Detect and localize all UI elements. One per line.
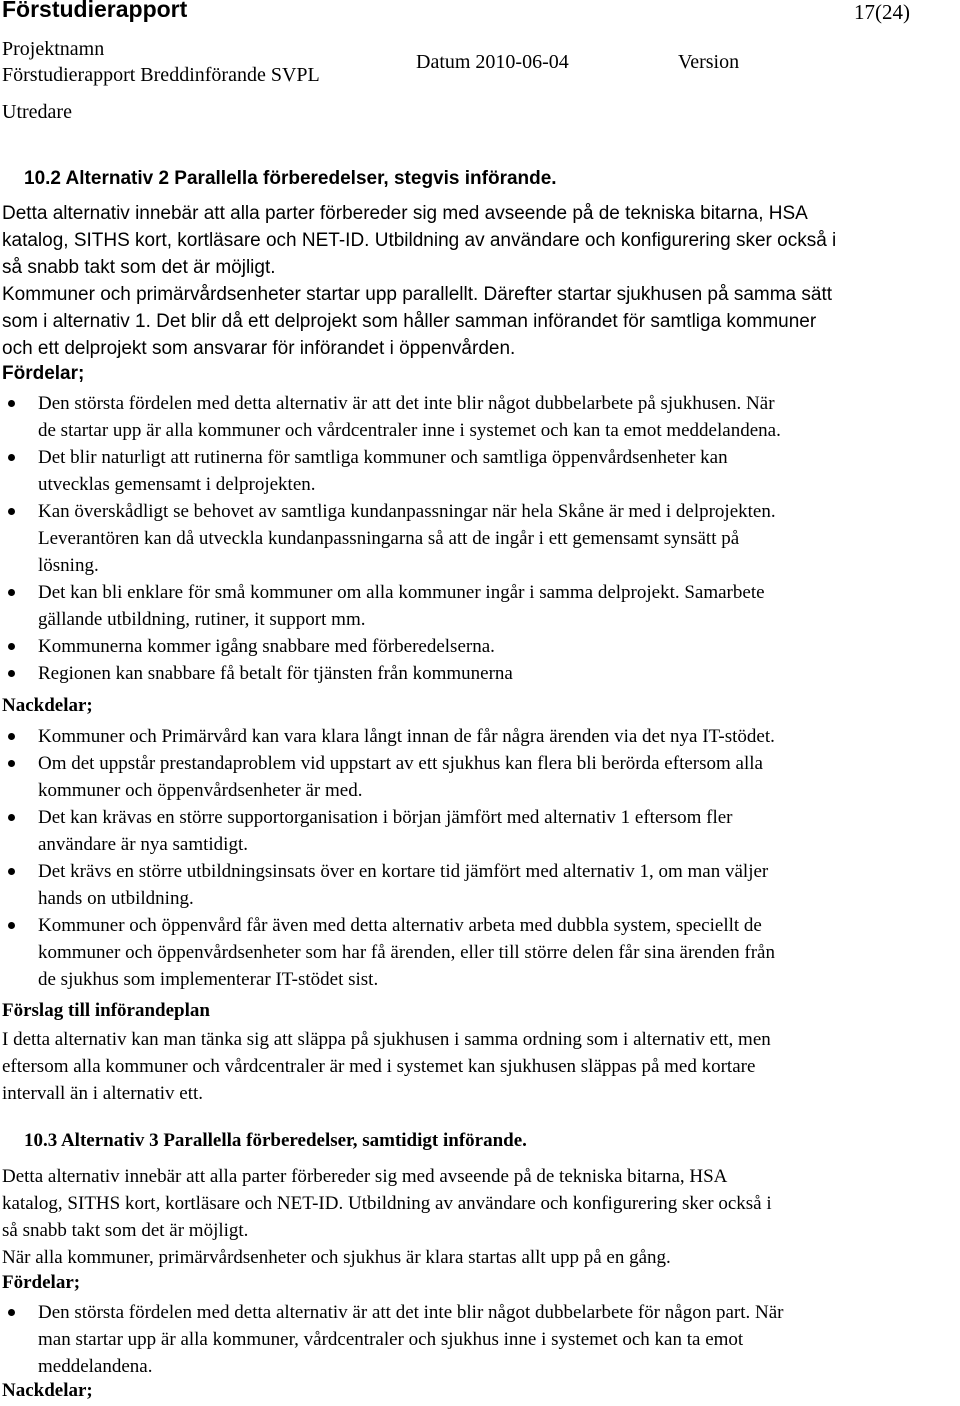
project-name: Förstudierapport Breddinförande SVPL <box>2 64 320 86</box>
section-heading-10-3: 10.3 Alternativ 3 Parallella förberedelser, samtidigt införande. <box>24 1130 527 1151</box>
advantages-label: Fördelar; <box>2 363 85 384</box>
list-item: Den största fördelen med detta alternativ är att det inte blir något dubbelarbete på sjukhusen. När de startar upp är alla kommuner och vårdcentraler inne i systemet och kan ta emot meddelandena. <box>0 390 960 444</box>
list-item: Det kan bli enklare för små kommuner om alla kommuner ingår i samma delprojekt. Samarbete gällande utbildning, rutiner, it support mm. <box>0 579 960 633</box>
text-line: Detta alternativ innebär att alla parter förbereder sig med avseende på de tekniska bitarna, HSA <box>2 203 808 224</box>
plan-label: Förslag till införandeplan <box>2 1000 210 1021</box>
text-line: så snabb takt som det är möjligt. <box>2 1220 249 1241</box>
text-line: katalog, SITHS kort, kortläsare och NET-ID. Utbildning av användare och konfigurering sker också i <box>2 1193 772 1214</box>
text-line: som i alternativ 1. Det blir då ett delprojekt som håller samman införandet för samtliga kommuner <box>2 311 817 332</box>
version-label: Version <box>678 51 740 73</box>
disadvantages-list <box>0 723 960 993</box>
text-line: katalog, SITHS kort, kortläsare och NET-ID. Utbildning av användare och konfigurering sker också i <box>2 230 837 251</box>
list-item: Regionen kan snabbare få betalt för tjänsten från kommunerna <box>0 660 960 687</box>
project-label: Projektnamn <box>2 38 105 60</box>
text-line: eftersom alla kommuner och vårdcentraler är med i systemet kan sjukhusen släppas på med kortare <box>2 1056 756 1077</box>
investigator-label: Utredare <box>2 101 72 123</box>
text-line: Kommuner och primärvårdsenheter startar upp parallellt. Därefter startar sjukhusen på samma sätt <box>2 284 833 305</box>
section-10-3-intro <box>2 1163 958 1271</box>
document-date: Datum 2010-06-04 <box>416 51 569 73</box>
text-line: och ett delprojekt som ansvarar för införandet i öppenvården. <box>2 338 516 359</box>
list-item: Kommuner och Primärvård kan vara klara långt innan de får några ärenden via det nya IT-stödet. <box>0 723 960 750</box>
plan-text <box>2 1026 958 1107</box>
section-heading-10-2: 10.2 Alternativ 2 Parallella förberedelser, stegvis införande. <box>24 168 557 189</box>
advantages-label-10-3: Fördelar; <box>2 1272 81 1293</box>
list-item: Det kan krävas en större supportorganisation i början jämfört med alternativ 1 eftersom fler användare är nya samtidigt. <box>0 804 960 858</box>
advantages-list <box>0 390 960 687</box>
list-item: Det blir naturligt att rutinerna för samtliga kommuner och samtliga öppenvårdsenheter kan utvecklas gemensamt i delprojekten. <box>0 444 960 498</box>
list-item: Kommuner och öppenvård får även med detta alternativ arbeta med dubbla system, speciellt de kommuner och öppenvårdsenheter som har få ärenden, eller till större delen får sina ärenden från de sjukhus som implementerar IT-stödet sist. <box>0 912 960 993</box>
list-item: Om det uppstår prestandaproblem vid uppstart av ett sjukhus kan flera bli berörda eftersom alla kommuner och öppenvårdsenheter är med. <box>0 750 960 804</box>
text-line: När alla kommuner, primärvårdsenheter och sjukhus är klara startas allt upp på en gång. <box>2 1247 671 1268</box>
text-line: så snabb takt som det är möjligt. <box>2 257 276 278</box>
list-item: Den största fördelen med detta alternativ är att det inte blir något dubbelarbete för någon part. När man startar upp är alla kommuner, vårdcentraler och sjukhus inne i systemet och kan ta emot meddelandena. <box>0 1299 960 1380</box>
list-item: Det krävs en större utbildningsinsats över en kortare tid jämfört med alternativ 1, om man väljer hands on utbildning. <box>0 858 960 912</box>
document-title: Förstudierapport <box>2 0 188 22</box>
text-line: I detta alternativ kan man tänka sig att släppa på sjukhusen i samma ordning som i alternativ ett, men <box>2 1029 771 1050</box>
section-10-2-intro <box>2 200 958 362</box>
text-line: intervall än i alternativ ett. <box>2 1083 204 1104</box>
disadvantages-label: Nackdelar; <box>2 695 93 716</box>
advantages-list-10-3 <box>0 1299 960 1380</box>
list-item: Kommunerna kommer igång snabbare med förberedelserna. <box>0 633 960 660</box>
page-number: 17(24) <box>854 0 910 24</box>
text-line: Detta alternativ innebär att alla parter förbereder sig med avseende på de tekniska bitarna, HSA <box>2 1166 728 1187</box>
list-item: Kan överskådligt se behovet av samtliga kundanpassningar när hela Skåne är med i delprojekten. Leverantören kan då utveckla kundanpassningarna så att de ingår i ett gemensamt synsätt på lösning. <box>0 498 960 579</box>
disadvantages-label-10-3: Nackdelar; <box>2 1380 93 1401</box>
